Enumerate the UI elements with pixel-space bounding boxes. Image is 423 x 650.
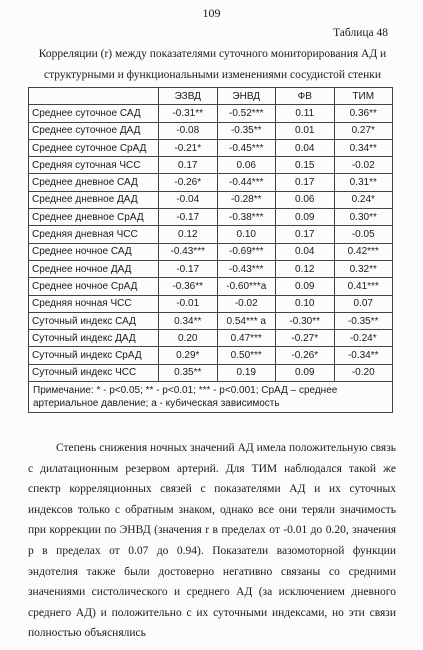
correlation-value-cell: 0.09: [276, 209, 335, 226]
correlation-value-cell: 0.17: [159, 157, 218, 174]
correlation-value-cell: 0.31**: [334, 174, 393, 191]
correlation-value-cell: 0.04: [276, 243, 335, 260]
table-footer: [29, 382, 393, 413]
correlation-value-cell: 0.17: [276, 226, 335, 243]
correlation-value-cell: -0.35**: [334, 312, 393, 329]
correlation-value-cell: -0.43***: [159, 243, 218, 260]
correlation-value-cell: -0.27*: [276, 330, 335, 347]
row-label: Суточный индекс ЧСС: [29, 364, 159, 381]
correlation-value-cell: 0.30**: [334, 209, 393, 226]
correlation-value-cell: -0.02: [334, 157, 393, 174]
correlation-value-cell: 0.41***: [334, 278, 393, 295]
table-header: [29, 88, 393, 105]
header-corner-cell: [29, 88, 159, 105]
column-header: ЭНВД: [217, 88, 276, 105]
correlation-value-cell: 0.34**: [159, 312, 218, 329]
correlation-value-cell: 0.50***: [217, 347, 276, 364]
correlation-value-cell: 0.10: [276, 295, 335, 312]
correlation-table: [28, 87, 393, 413]
header-row: [29, 88, 393, 105]
table-row: [29, 157, 393, 174]
correlation-value-cell: 0.35**: [159, 364, 218, 381]
row-label: Среднее ночное ДАД: [29, 260, 159, 277]
correlation-value-cell: -0.60***а: [217, 278, 276, 295]
correlation-value-cell: -0.43***: [217, 260, 276, 277]
correlation-value-cell: -0.17: [159, 209, 218, 226]
row-label: Средняя ночная ЧСС: [29, 295, 159, 312]
correlation-value-cell: -0.38***: [217, 209, 276, 226]
correlation-value-cell: -0.05: [334, 226, 393, 243]
correlation-value-cell: 0.47***: [217, 330, 276, 347]
correlation-value-cell: 0.04: [276, 139, 335, 156]
row-label: Среднее ночное СрАД: [29, 278, 159, 295]
correlation-value-cell: -0.28**: [217, 191, 276, 208]
table-row: [29, 364, 393, 381]
page-number: 109: [202, 6, 221, 20]
correlation-value-cell: 0.17: [276, 174, 335, 191]
correlation-value-cell: -0.36**: [159, 278, 218, 295]
table-caption: Корреляции (r) между показателями суточного мониторирования АД и структурными и функциональными изменениями сосудистой стенки: [38, 48, 387, 81]
correlation-value-cell: -0.08: [159, 122, 218, 139]
correlation-value-cell: -0.17: [159, 260, 218, 277]
correlation-value-cell: 0.09: [276, 364, 335, 381]
row-label: Суточный индекс СрАД: [29, 347, 159, 364]
correlation-value-cell: -0.21*: [159, 139, 218, 156]
row-label: Среднее суточное САД: [29, 105, 159, 122]
correlation-value-cell: -0.35**: [217, 122, 276, 139]
row-label: Среднее дневное САД: [29, 174, 159, 191]
correlation-value-cell: 0.11: [276, 105, 335, 122]
correlation-value-cell: 0.10: [217, 226, 276, 243]
table-row: [29, 105, 393, 122]
correlation-value-cell: -0.24*: [334, 330, 393, 347]
correlation-value-cell: -0.01: [159, 295, 218, 312]
table-row: [29, 312, 393, 329]
row-label: Средняя дневная ЧСС: [29, 226, 159, 243]
row-label: Суточный индекс САД: [29, 312, 159, 329]
table-row: [29, 226, 393, 243]
correlation-value-cell: 0.06: [217, 157, 276, 174]
table-row: [29, 295, 393, 312]
table-row: [29, 122, 393, 139]
correlation-value-cell: 0.29*: [159, 347, 218, 364]
correlation-value-cell: 0.27*: [334, 122, 393, 139]
correlation-value-cell: 0.54*** а: [217, 312, 276, 329]
table-row: [29, 278, 393, 295]
table-label: Таблица 48: [333, 27, 388, 39]
row-label: Среднее дневное ДАД: [29, 191, 159, 208]
correlation-value-cell: -0.20: [334, 364, 393, 381]
correlation-value-cell: -0.26*: [159, 174, 218, 191]
column-header: ЭЗВД: [159, 88, 218, 105]
correlation-value-cell: -0.69***: [217, 243, 276, 260]
correlation-value-cell: -0.34**: [334, 347, 393, 364]
correlation-value-cell: 0.20: [159, 330, 218, 347]
correlation-value-cell: 0.06: [276, 191, 335, 208]
row-label: Суточный индекс ДАД: [29, 330, 159, 347]
row-label: Среднее ночное САД: [29, 243, 159, 260]
correlation-value-cell: -0.31**: [159, 105, 218, 122]
correlation-value-cell: 0.24*: [334, 191, 393, 208]
table-row: [29, 330, 393, 347]
table-note: Примечание: * - p<0.05; ** - p<0.01; *** - p<0.001; СрАД – среднее артериальное давление; а - кубическая зависимость: [29, 382, 393, 413]
correlation-value-cell: 0.42***: [334, 243, 393, 260]
correlation-value-cell: 0.15: [276, 157, 335, 174]
table-body: [29, 105, 393, 382]
correlation-value-cell: 0.34**: [334, 139, 393, 156]
correlation-value-cell: 0.01: [276, 122, 335, 139]
body-paragraph: Степень снижения ночных значений АД имела положительную связь с дилатационным резервом артерий. Для ТИМ наблюдался такой же спектр корреляционных связей с показателями АД и их суточных индексов только с обратным знаком, однако все они теряли значимость при коррекции по ЭНВД (значения r в пределах от -0.01 до 0.20, значения p в пределах от 0.07 до 0.94). Показатели вазомоторной функции эндотелия также были достоверно негативно связаны со средними значениями систолического и среднего АД (за исключением дневного среднего АД) и положительно с их суточными индексами, но эти связи полностью объяснялись: [28, 442, 396, 640]
note-row: [29, 382, 393, 413]
column-header: ФВ: [276, 88, 335, 105]
correlation-value-cell: 0.09: [276, 278, 335, 295]
table-row: [29, 260, 393, 277]
correlation-value-cell: -0.30**: [276, 312, 335, 329]
correlation-value-cell: 0.32**: [334, 260, 393, 277]
correlation-value-cell: -0.52***: [217, 105, 276, 122]
table-row: [29, 347, 393, 364]
row-label: Средняя суточная ЧСС: [29, 157, 159, 174]
correlation-value-cell: 0.19: [217, 364, 276, 381]
correlation-value-cell: 0.36**: [334, 105, 393, 122]
table-row: [29, 174, 393, 191]
correlation-value-cell: -0.45***: [217, 139, 276, 156]
table-row: [29, 243, 393, 260]
correlation-value-cell: -0.02: [217, 295, 276, 312]
correlation-value-cell: 0.07: [334, 295, 393, 312]
row-label: Среднее суточное СрАД: [29, 139, 159, 156]
correlation-value-cell: -0.04: [159, 191, 218, 208]
table-row: [29, 139, 393, 156]
table-row: [29, 191, 393, 208]
row-label: Среднее суточное ДАД: [29, 122, 159, 139]
column-header: ТИМ: [334, 88, 393, 105]
correlation-value-cell: -0.26*: [276, 347, 335, 364]
row-label: Среднее дневное СрАД: [29, 209, 159, 226]
correlation-value-cell: 0.12: [276, 260, 335, 277]
table-row: [29, 209, 393, 226]
correlation-value-cell: 0.12: [159, 226, 218, 243]
correlation-value-cell: -0.44***: [217, 174, 276, 191]
